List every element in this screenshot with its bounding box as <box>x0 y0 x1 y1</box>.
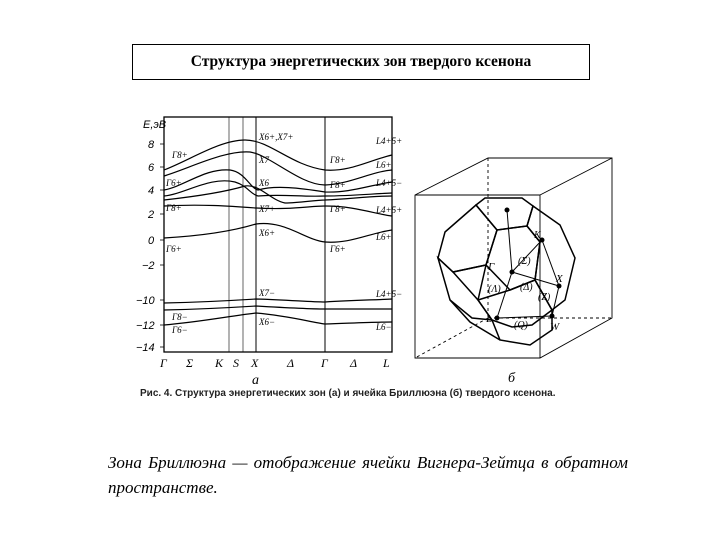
band-label: L6+ <box>376 160 392 170</box>
band-label: X7 <box>259 155 269 165</box>
band-label: Г8− <box>172 312 188 322</box>
x-tick-label: Δ <box>287 356 295 370</box>
band-label: Г8+ <box>330 204 346 214</box>
bz-label: (Δ) <box>520 282 533 293</box>
slide-body-text: Зона Бриллюэна — отображение ячейки Вигнера-Зейтца в обратном пространстве. <box>108 453 628 497</box>
y-tick-label: −12 <box>136 320 155 332</box>
bz-label: X <box>556 273 563 285</box>
band-label: Г8+ <box>172 150 188 160</box>
band-curves <box>164 140 392 325</box>
y-tick-label: 8 <box>148 139 155 151</box>
slide-title: Структура энергетических зон твердого ксенона <box>132 44 590 80</box>
panel-b-label: б <box>508 371 516 386</box>
y-tick-label: −14 <box>136 342 155 354</box>
y-axis-unit: E,эВ <box>143 119 167 131</box>
x-tick-label: S <box>233 356 239 370</box>
band-label: Г6+ <box>166 244 182 254</box>
band-label: Г6+ <box>330 244 346 254</box>
band-label: X7− <box>259 288 276 298</box>
band-label: L4+5− <box>376 178 403 188</box>
figure-caption: Рис. 4. Структура энергетических зон (а) и ячейка Бриллюэна (б) твердого ксенона. <box>140 388 556 399</box>
y-tick-label: −2 <box>142 260 155 272</box>
band-label: X6+ <box>259 228 276 238</box>
band-label: X6+,X7+ <box>259 132 294 142</box>
x-tick-label: L <box>383 356 390 370</box>
bz-label: W <box>550 321 560 333</box>
band-label: L4+5− <box>376 289 403 299</box>
y-tick-label: −10 <box>136 295 155 307</box>
bz-label: Г <box>488 261 495 273</box>
band-label: L6− <box>376 322 392 332</box>
bz-label: K <box>534 230 541 241</box>
band-label: Г6− <box>172 325 188 335</box>
x-tick-label: K <box>215 356 224 370</box>
x-tick-label: Г <box>321 356 328 370</box>
bz-label: (Σ) <box>518 256 531 267</box>
bz-label: (Q) <box>514 320 528 331</box>
band-label: Г8+ <box>166 203 182 213</box>
band-label: L6+ <box>376 232 392 242</box>
y-tick-label: 0 <box>148 235 155 247</box>
brillouin-zone-diagram <box>415 158 612 358</box>
bz-label: L <box>486 313 493 325</box>
y-tick-label: 4 <box>148 185 155 197</box>
band-label: Г8+ <box>330 155 346 165</box>
band-label: L4+5+ <box>376 136 403 146</box>
y-tick-label: 6 <box>148 162 155 174</box>
band-structure-plot <box>136 117 402 388</box>
x-tick-label: Г <box>160 356 167 370</box>
bz-label: (Λ) <box>488 284 501 295</box>
band-label: L4+5+ <box>376 205 403 215</box>
y-tick-label: 2 <box>148 209 155 221</box>
panel-a-label: а <box>252 373 259 388</box>
band-label: Г6+ <box>166 178 182 188</box>
band-label: Г8+ <box>330 180 346 190</box>
x-tick-label: Δ <box>350 356 358 370</box>
band-label: X6− <box>259 317 276 327</box>
band-label: X7+ <box>259 204 276 214</box>
band-label: X6 <box>259 178 269 188</box>
x-tick-label: X <box>251 356 259 370</box>
x-tick-label: Σ <box>186 356 194 370</box>
bz-label: (Z) <box>538 292 551 303</box>
